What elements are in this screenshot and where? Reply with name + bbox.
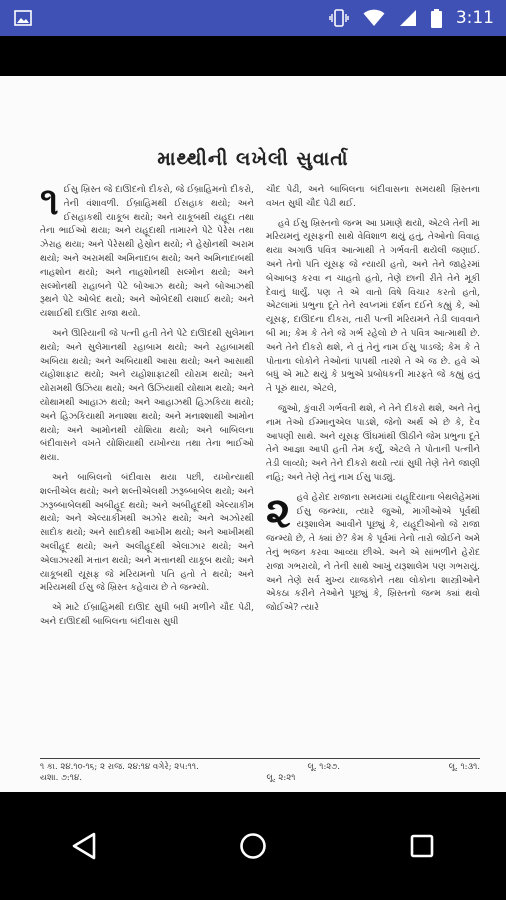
battery-icon <box>431 9 442 28</box>
chapter-number: ૨ <box>266 487 291 537</box>
left-column <box>40 184 254 754</box>
footnote-divider <box>40 758 480 759</box>
footnote: યશા. ૭:૧૪. <box>40 773 82 783</box>
clock: 3:11 <box>455 8 494 28</box>
recents-button[interactable] <box>392 816 452 876</box>
back-button[interactable] <box>54 816 114 876</box>
home-icon <box>239 832 267 860</box>
paragraph: અને બાબિલનો બંદીવાસ થયા પછી, યખોન્યાથી શલ્તીએલ થયો; અને શલ્તીએલથી ઝરૂબ્બાબેલ થયો; અને ઝરૂબ્બાબેલથી અબીહૂદ થયો; અને અબીહૂદથી એલ્યાકીમ થયો; અને એલ્યાકીમથી અઝોર થયો; અને અઝોરથી સાદોક થયો; અને સાદોકથી આખીમ થયો; અને આખીમથી અલીહૂદ થયો; અને અલીહૂદથી એલાઝાર થયો; અને એલાઝારથી મત્તાન થયો; અને મત્તાનથી યાકૂબ થયો; અને યાકૂબથી યૂસફ જે મરિયમનો પતિ હતો તે થયો; અને મરિયમથી ઈસુ જે ખ્રિસ્ત કહેવાય છે તે જન્મ્યો. <box>40 472 254 594</box>
wifi-icon <box>363 9 385 27</box>
paragraph: જુઓ, કુંવારી ગર્ભવતી થશે, ને તેને દીકરો થશે, અને તેનું નામ તેઓ ઈમ્માનુએલ પાડશે, જેનો અર્થ એ છે કે, દેવ આપણી સાથે. અને યૂસફ ઊંઘમાંથી ઊઠીને જેમ પ્રભુના દૂતે તેને આજ્ઞા આપી હતી તેમ કર્યું, એટલે તે પોતાની પત્નીને તેડી લાવ્યો; અને તેને દીકરો થયો ત્યાં સુધી તેણે તેને જાણી નહિ; અને તેણે તેનું નામ ઈસુ પાડ્યું. <box>266 403 480 483</box>
footnote: લૂ. ૧:૨૭. <box>307 762 340 772</box>
paragraph: ચૌદ પેઢી, અને બાબિલના બંદીવાસના સમયથી ખ્રિસ્તના વખત સુધી ચૌદ પેઢી થઈ. <box>266 185 480 209</box>
footnotes <box>40 762 480 784</box>
status-bar <box>0 0 506 36</box>
image-icon <box>14 9 32 27</box>
paragraph: ઈસુ ખ્રિસ્ત જે દાઊદનો દીકરો, જે ઈબ્રાહિમનો દીકરો, તેની વંશાવળી. ઈબ્રાહિમથી ઈસહાક થયો; અને ઈસહાકથી યાકૂબ થયો; અને યાકૂબથી યહૂદા તથા તેના ભાઈઓ થયા; અને યહૂદાથી તામારને પેટે પેરેસ તથા ઝેરાહ થયા; અને પેરેસથી હેસ્રોન થયો; ને હેસ્રોનથી અરામ થયો; અને અરામથી અમિનાદાબ થયો; અને અમિનાદાબથી નાહશોન થયો; અને નાહશોનથી સલ્મોન થયો; અને સલ્મોનથી રાહાબને પેટે બોઆઝ થયો; અને બોઆઝથી રૂથને પેટે ઓબેદ થયો; અને ઓબેદથી યશાઈ થયો; અને યશાઈથી દાઊદ રાજા થયો. <box>40 185 254 320</box>
paragraph: અને ઊરિયાની જે પત્ની હતી તેને પેટે દાઊદથી સુલેમાન થયો; અને સુલેમાનથી રહાબામ થયો; અને રહાબામથી અબિયા થયો; અને અબિયાથી આસા થયો; અને આસાથી યહોશાફાટ થયો; અને યહોશાફાટથી યોરામ થયો; અને યોરામથી ઉઝિયા થયો; અને ઉઝિયાથી યોથામ થયો; અને યોથામથી આહાઝ થયો; અને આહાઝથી હિઝકિયા થયો; અને હિઝકિયાથી મનાશ્શા થયો; અને મનાશ્શાથી આમોન થયો; અને આમોનથી યોશિયા થયો; અને બાબિલના બંદીવાસને વખતે યોશિયાથી યખોન્યા તથા તેના ભાઈઓ થયા. <box>40 328 254 464</box>
footnote: લૂ. ૧:૩૧. <box>448 762 480 772</box>
back-icon <box>71 832 97 860</box>
right-column <box>266 184 480 754</box>
paragraph: એ માટે ઈબ્રાહિમથી દાઊદ સુધી બધી મળીને ચૌદ પેઢી, અને દાઊદથી બાબિલના બંદીવાસ સુધી <box>40 603 254 627</box>
scanned-page[interactable] <box>0 76 506 792</box>
signal-icon <box>399 9 417 27</box>
chapter-number: ૧ <box>40 184 59 223</box>
page-title: માથ્થીની લખેલી સુવાર્તા <box>157 148 349 170</box>
paragraph: હવે હેરોદ રાજાના સમયમાં યહૂદિયાના બેથલેહેમમાં ઈસુ જન્મ્યા, ત્યારે જુઓ, માગીઓએ પૂર્વથી યરૂશાલેમ આવીને પૂછ્યું કે, યહૂદીઓનો જે રાજા જન્મ્યો છે, તે ક્યાં છે? કેમ કે પૂર્વમાં તેનો તારો જોઈને અમે તેનું ભજન કરવા આવ્યા છીએ. અને એ સાંભળીને હેરોદ રાજા ગભરાયો, ને તેની સાથે આખું યરૂશાલેમ પણ ગભરાયું. અને તેણે સર્વ મુખ્ય યાજકોને તથા લોકોના શાસ્ત્રીઓને એકઠા કરીને તેઓને પૂછ્યું કે, ખ્રિસ્તનો જન્મ ક્યાં થવો જોઈએ? ત્યારે <box>266 492 480 614</box>
footnote: લૂ. ૨:૨૧ <box>266 773 296 783</box>
recents-icon <box>410 834 434 858</box>
vibrate-icon <box>329 9 349 27</box>
app-top-band <box>0 36 506 76</box>
footnote: ૧ કા. ૨૪.૧૦-૧૬; ૨ રાજ. ૨૪:૧૪ વગેરે; ૨૫:૧૧. <box>40 762 199 772</box>
paragraph: હવે ઈસુ ખ્રિસ્તનો જન્મ આ પ્રમાણે થયો, એટલે તેની મા મરિયમનું યૂસફની સાથે વેવિશાળ થયું હતું, તેઓનો વિવાહ થયા અગાઉ પવિત્ર આત્માથી તે ગર્ભવતી થયેલી જણાઈ. અને તેનો પતિ યૂસફ જે ન્યાયી હતો, અને તેને જાહેરમાં બેઆબરૂ કરવા ન ચાહતો હતો, તેણે છાની રીતે તેને મૂકી દેવાનું ધાર્યું. પણ તે એ વાતો વિષે વિચાર કરતો હતો, એટલામાં પ્રભુના દૂતે તેને સ્વપ્નમાં દર્શન દઈને કહ્યું કે, ઓ યૂસફ, દાઊદના દીકરા, તારી પત્ની મરિયમને તેડી લાવવાને બી મા; કેમ કે તેને જે ગર્ભ રહેલો છે તે પવિત્ર આત્માથી છે. અને તેને દીકરો થશે, ને તું તેનું નામ ઈસુ પાડજે; કેમ કે તે પોતાના લોકોને તેઓનાં પાપથી તારશે તે એ જ છે. હવે એ બધું એ માટે થયું કે પ્રભુએ પ્રબોધકની મારફતે જે કહ્યું હતું તે પૂરું થાય, એટલે, <box>266 218 480 395</box>
navigation-bar <box>0 792 506 900</box>
home-button[interactable] <box>223 816 283 876</box>
